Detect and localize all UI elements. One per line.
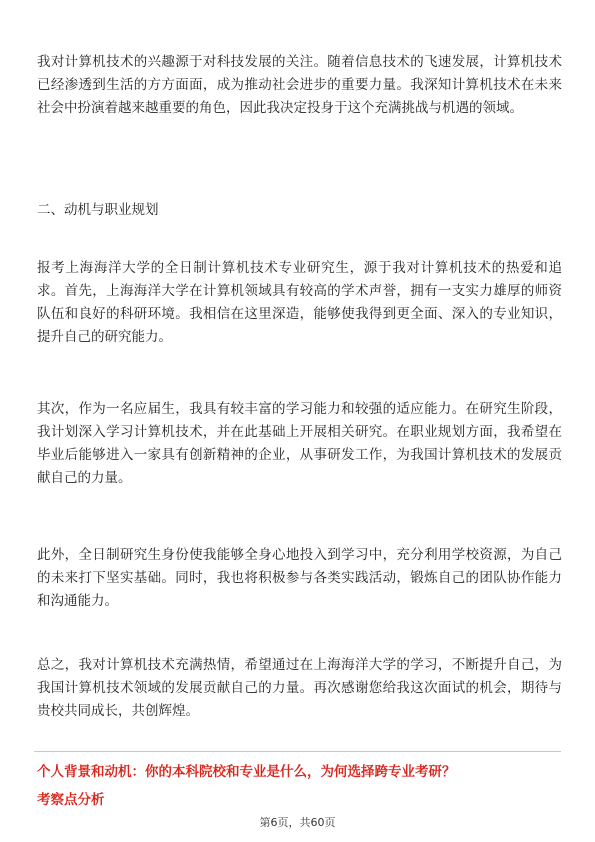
paragraph-conclusion: 总之，我对计算机技术充满热情，希望通过在上海海洋大学的学习，不断提升自己，为我国计算机技术领域的发展贡献自己的力量。再次感谢您给我这次面试的机会，期待与贵校共同成长，共创辉煌。 xyxy=(37,657,562,719)
section-divider xyxy=(34,751,561,752)
interview-question: 个人背景和动机：你的本科院校和专业是什么，为何选择跨专业考研？ xyxy=(37,764,456,780)
page-number-footer: 第6页，共60页 xyxy=(259,816,336,829)
paragraph-fulltime-benefit: 此外，全日制研究生身份使我能够全身心地投入到学习中，充分利用学校资源，为自己的未来打下坚实基础。同时，我也将积极参与各类实践活动，锻炼自己的团队协作能力和沟通能力。 xyxy=(37,547,562,609)
paragraph-interest: 我对计算机技术的兴趣源于对科技发展的关注。随着信息技术的飞速发展，计算机技术已经渗透到生活的方方面面，成为推动社会进步的重要力量。我深知计算机技术在未来社会中扮演着越来越重要的角色，因此我决定投身于这个充满挑战与机遇的领域。 xyxy=(37,54,562,116)
analysis-label: 考察点分析 xyxy=(37,792,105,808)
paragraph-career-plan: 其次，作为一名应届生，我具有较丰富的学习能力和较强的适应能力。在研究生阶段，我计划深入学习计算机技术，并在此基础上开展相关研究。在职业规划方面，我希望在毕业后能够进入一家具有创新精神的企业，从事研发工作，为我国计算机技术的发展贡献自己的力量。 xyxy=(37,401,562,486)
section-heading: 二、动机与职业规划 xyxy=(37,202,159,218)
paragraph-application-reason: 报考上海海洋大学的全日制计算机技术专业研究生，源于我对计算机技术的热爱和追求。首先，上海海洋大学在计算机领域具有较高的学术声誉，拥有一支实力雄厚的师资队伍和良好的科研环境。我相信在这里深造，能够使我得到更全面、深入的专业知识，提升自己的研究能力。 xyxy=(37,260,562,345)
